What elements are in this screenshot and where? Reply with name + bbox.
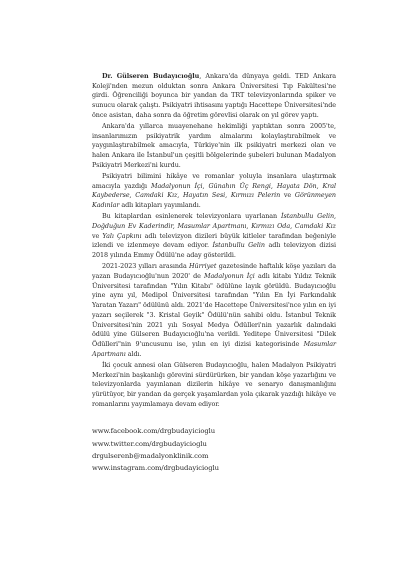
- bio-paragraph: [92, 72, 336, 121]
- body-text: Bu kitaplardan esinlenerek televizyonlara uyarlanan: [102, 212, 282, 221]
- title-text: Görünmeyen Kadınlar: [92, 191, 336, 210]
- title-text: Madalyonun İçi: [204, 272, 255, 281]
- bio-paragraph: [92, 262, 336, 359]
- bio-paragraphs: [92, 72, 336, 409]
- author-bio: [92, 72, 336, 474]
- body-text: gazetesinde haftalık köşe yazıları da yazan Budayıcıoğlu'nun 2020' de: [92, 262, 336, 281]
- bio-paragraph: [92, 212, 336, 261]
- contact-links: [92, 425, 336, 474]
- bio-paragraph: [92, 172, 336, 211]
- title-text: Masumlar Apartmanı: [92, 339, 336, 358]
- title-text: Yalı Çapkını: [102, 231, 142, 240]
- body-text: Ankara'da yıllarca muayenehane hekimliği yaptıktan sonra 2005'te, insanlarımızın psikiyatrik yardım almalarını kolaylaştırabilmek ve yaygınlaştırabilmek amacıyla, Türkiye'nin ilk psikiyatri merkezi olan ve halen Ankara ile İstanbul'un çeşitli bölgelerinde şubeleri bulunan Madalyon Psikiyatri Merkezi'ni kurdu.: [92, 122, 336, 169]
- body-text: adlı televizyon dizileri büyük kitleler tarafından beğeniyle izlendi ve izlenmeye devam ediyor.: [92, 231, 336, 250]
- title-text: İstanbullu Gelin, Doğduğun Ev Kaderindir, Masumlar Apartmanı, Kırmızı Oda, Camdaki Kız: [92, 212, 337, 231]
- title-text: İstanbullu Gelin: [212, 241, 265, 250]
- bio-paragraph: [92, 122, 336, 171]
- body-text: ve: [280, 191, 295, 200]
- body-text: 2021-2023 yılları arasında: [102, 262, 189, 271]
- instagram-link[interactable]: www.instagram.com/drgbudayicioglu: [92, 464, 219, 473]
- title-text: Madalyonun İçi, Günahın Üç Rengi, Hayata Dön, Kral Kaybederse, Camdaki Kız, Hayatın Sesi, Kırmızı Pelerin: [92, 181, 337, 200]
- body-text: aldı.: [125, 349, 142, 358]
- bio-paragraph: [92, 361, 336, 410]
- facebook-link[interactable]: www.facebook.com/drgbudayicioglu: [92, 427, 216, 436]
- title-text: Hürriyet: [189, 262, 217, 271]
- body-text: İki çocuk annesi olan Gülseren Budayıcıoğlu, halen Madalyon Psikiyatri Merkezi'nin başkanlığı görevini sürdürürken, bir yandan köşe yazarlığını ve televizyonlarda yayınlanan dizilerin hikâye ve senaryo danışmanlığını yürütüyor, bir yandan da gerçek yaşamlardan yola çıkarak yazdığı hikâye ve romanlarını yayımlamaya devam ediyor.: [92, 360, 336, 408]
- body-text: adlı kitapları yayımlandı.: [119, 201, 201, 210]
- body-text: adlı televizyon dizisi 2018 yılında Emmy Ödülü'ne aday gösterildi.: [92, 241, 337, 260]
- author-name: Dr. Gülseren Budayıcıoğlu: [102, 72, 200, 80]
- twitter-link[interactable]: www.twitter.com/drgbudayicioglu: [92, 439, 207, 448]
- email-link[interactable]: drgulserenb@madalyonklinik.com: [92, 451, 209, 460]
- body-text: adlı kitabı Yıldız Teknik Üniversitesi tarafından "Yılın Kitabı" ödülüne layık görüldü. Budayıcıoğlu yine aynı yıl, Medipol Üniversitesi tarafından "Yılın En İyi Farkındalık Yaratan Yazarı" ödülünü aldı. 2021'de Hacettepe Üniversitesi'nce yılın en iyi yazarı seçilerek "3. Kristal Geyik" Ödülü'nün sahibi oldu. İstanbul Teknik Üniversitesi'nin 2021 yılı Sosyal Medya Ödülleri'nin yazarlık dalındaki ödülü yine Gülseren Budayıcıoğlu'na verildi. Yeditepe Üniversitesi "Dilek Ödülleri"nin 9'uncusunu ise, yılın en iyi dizisi kategorisinde: [92, 272, 336, 348]
- body-text: ve: [92, 231, 103, 240]
- body-text: , Ankara'da dünyaya geldi. TED Ankara Koleji'nden mezun olduktan sonra Ankara Üniversitesi Tıp Fakültesi'ne girdi. Öğrenciliği boyunca bir yandan da TRT televizyonlarında spiker ve sunucu olarak çalıştı. Psikiyatri ihtisasını yaptığı Hacettepe Üniversitesi'nde önce asistan, daha sonra da öğretim görevlisi olarak on yıl görev yaptı.: [92, 72, 336, 119]
- body-text: Psikiyatri bilimini hikâye ve romanlar yoluyla insanlara ulaştırmak amacıyla yazdığı: [92, 172, 336, 190]
